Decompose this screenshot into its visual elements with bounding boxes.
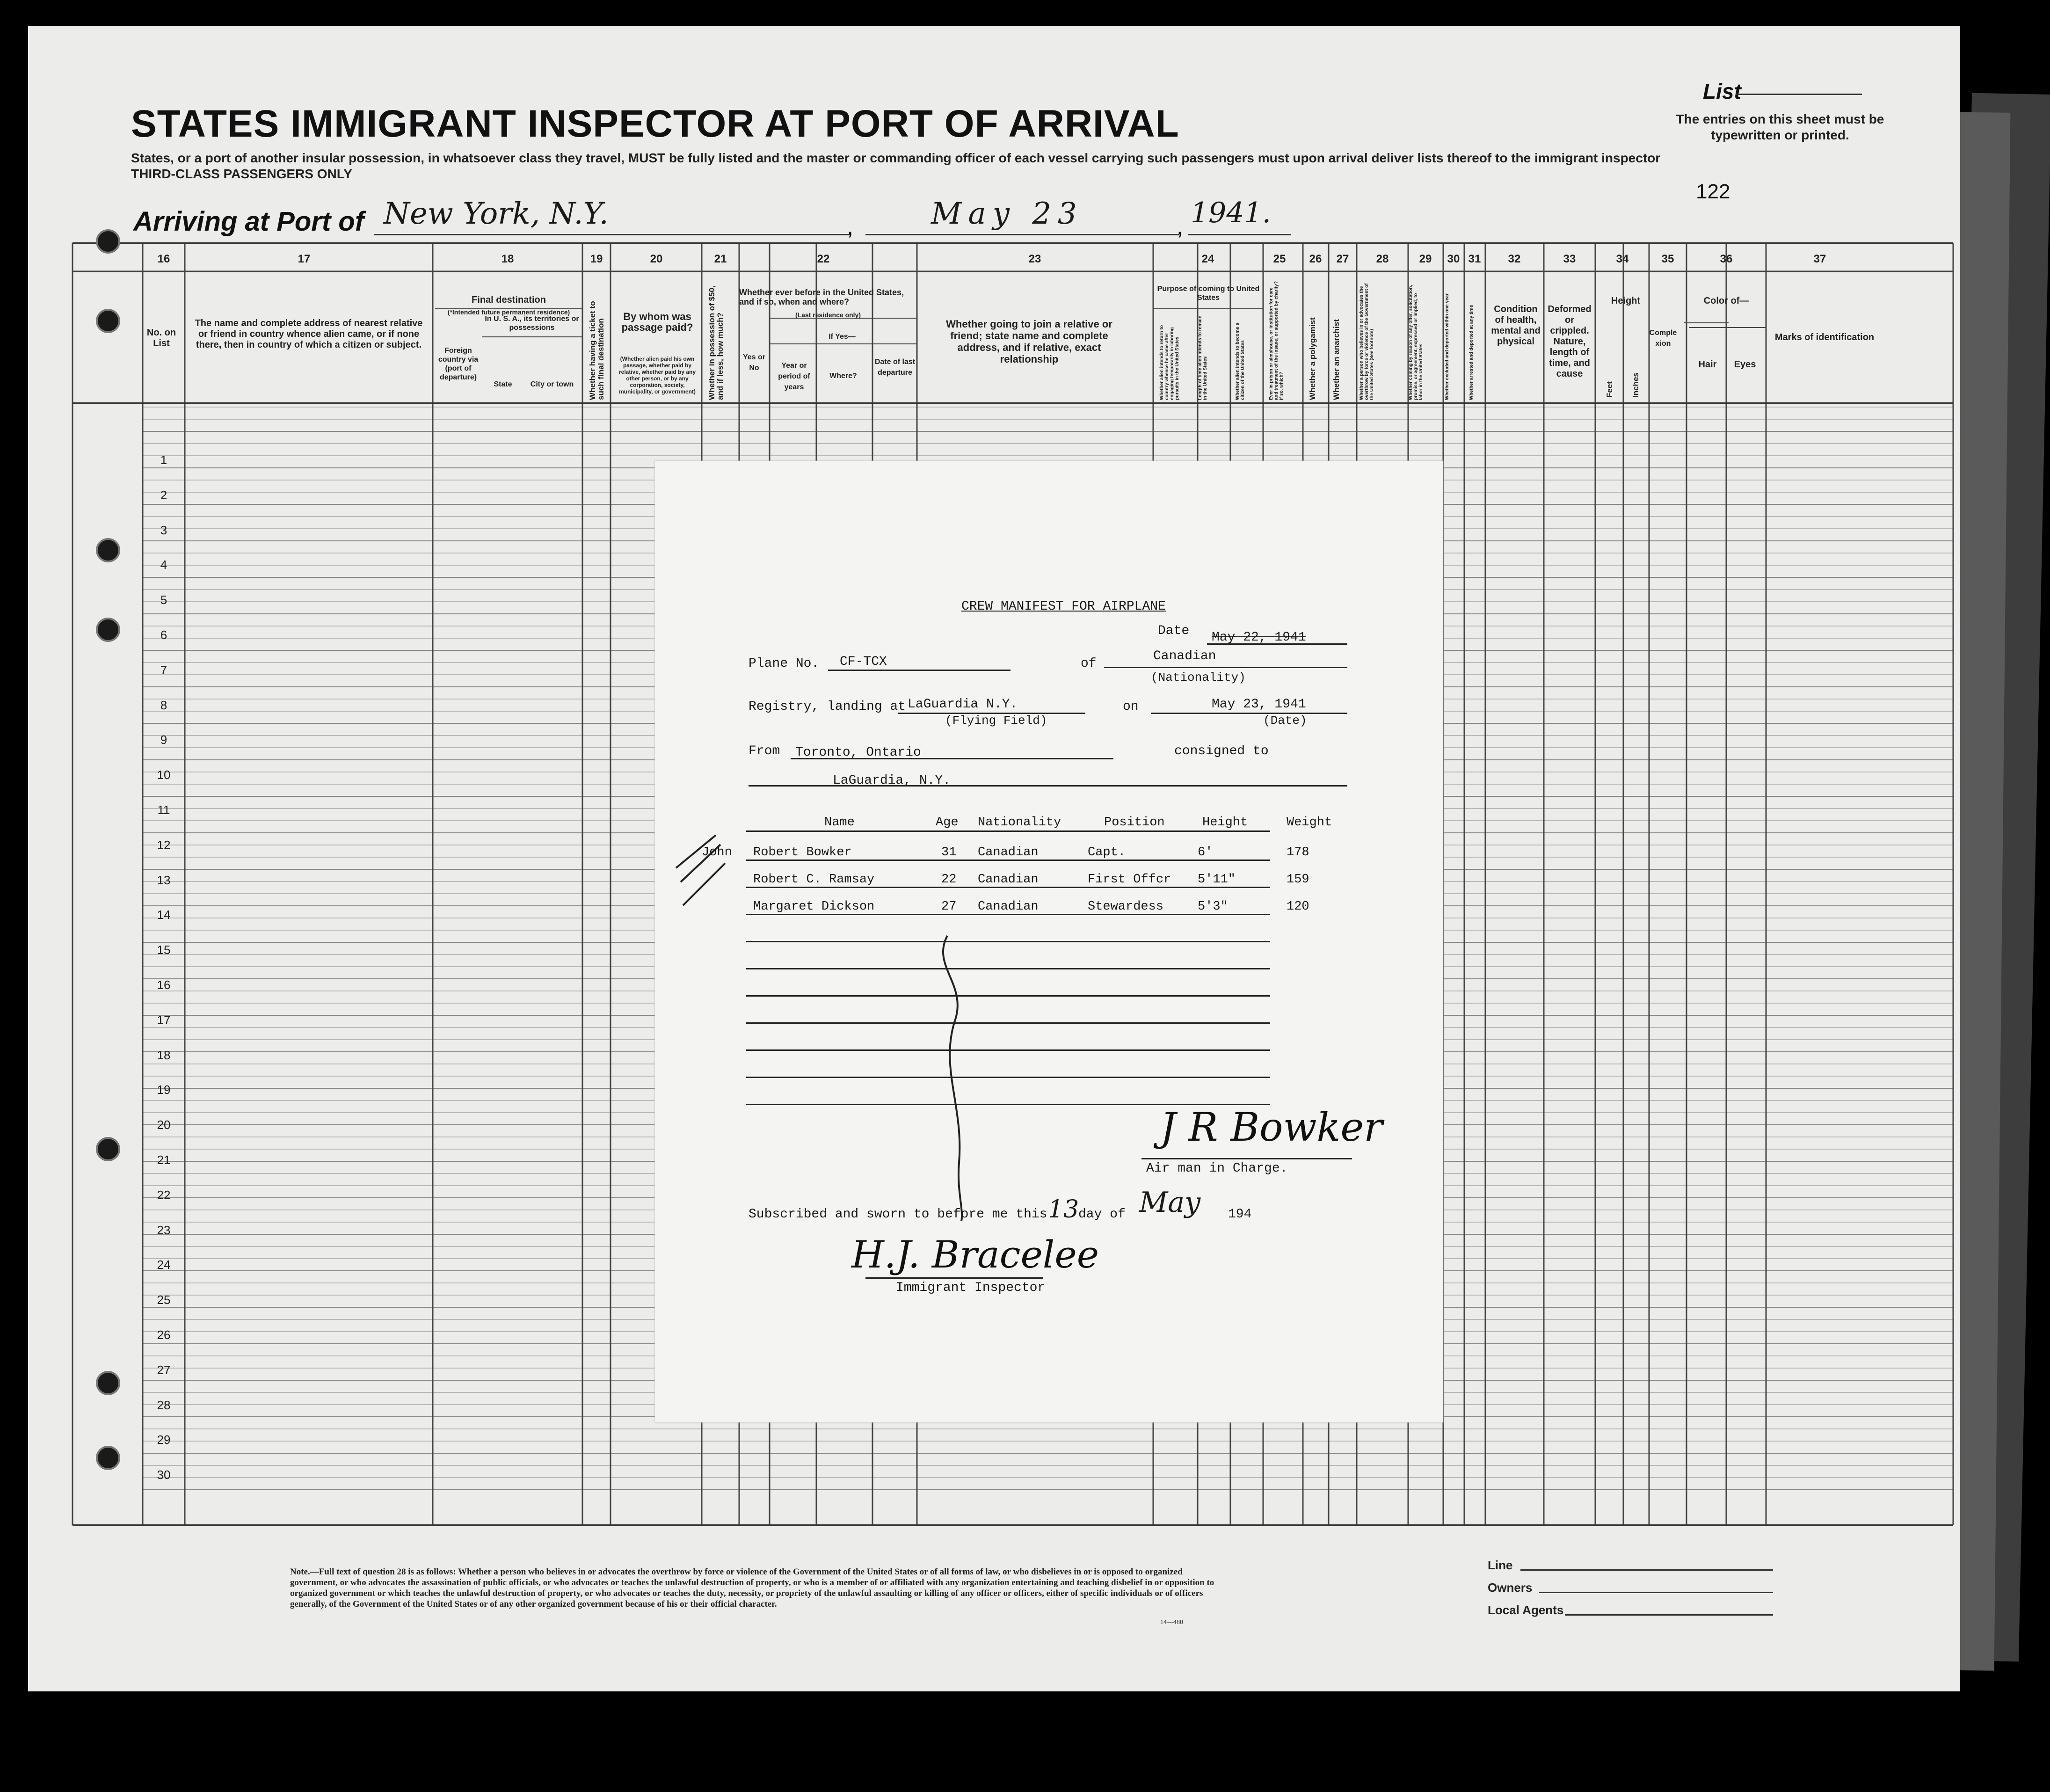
row-number: 30 bbox=[157, 1468, 171, 1482]
handwriting-marks bbox=[655, 461, 1443, 1422]
row-number: 13 bbox=[157, 873, 171, 887]
flying-field-caption: (Flying Field) bbox=[945, 714, 1047, 728]
column-number: 20 bbox=[650, 253, 663, 265]
row-number: 16 bbox=[157, 978, 171, 992]
crew-note-john: John bbox=[702, 845, 732, 860]
column-number: 33 bbox=[1563, 253, 1576, 265]
row-number: 12 bbox=[157, 838, 171, 852]
port-blank bbox=[374, 234, 851, 235]
crew-manifest-card bbox=[655, 461, 1443, 1422]
header-col29: Whether coming by reason of any offer, solicitation, promise, or agreement, expressed or implied, to labor in the United States bbox=[1408, 284, 1424, 400]
header-yes-no: Yes or No bbox=[742, 353, 766, 372]
column-number: 29 bbox=[1419, 253, 1432, 265]
binder-hole bbox=[96, 538, 120, 562]
header-ever-before-sub: (Last residence only) bbox=[795, 311, 861, 319]
col-age: Age bbox=[936, 816, 959, 830]
inspector-line bbox=[865, 1277, 1043, 1279]
crew-weight: 159 bbox=[1287, 873, 1309, 887]
header-deformed: Deformed or crippled. Nature, length of time, and cause bbox=[1548, 304, 1592, 379]
ditto-squiggle bbox=[943, 936, 962, 1221]
column-number: 18 bbox=[501, 253, 514, 265]
header-join-relative: Whether going to join a relative or friend; state name and complete address, and if relative, exact relationship bbox=[946, 318, 1112, 365]
of-label: of bbox=[1081, 656, 1097, 671]
sworn-day: 13 bbox=[1048, 1195, 1079, 1224]
crew-weight: 178 bbox=[1287, 845, 1309, 860]
col-nationality: Nationality bbox=[978, 816, 1061, 830]
crew-age: 27 bbox=[941, 900, 957, 914]
column-number: 17 bbox=[298, 253, 311, 265]
column-number: 21 bbox=[714, 253, 727, 265]
column-number: 35 bbox=[1661, 253, 1674, 265]
crew-position: First Offcr bbox=[1088, 873, 1171, 887]
list-blank bbox=[1736, 94, 1862, 95]
comma-sep: , bbox=[847, 213, 853, 240]
row-number: 15 bbox=[157, 943, 171, 957]
row-number: 17 bbox=[157, 1013, 171, 1027]
consigned-to: LaGuardia, N.Y. bbox=[833, 773, 951, 788]
row-number: 27 bbox=[157, 1362, 171, 1377]
landing-field: LaGuardia N.Y. bbox=[908, 697, 1018, 712]
row-number: 5 bbox=[160, 593, 167, 607]
header-prison: Ever in prison or almshouse, or institution for care and treatment of the insane, or supported by charity? If so, which? bbox=[1269, 281, 1284, 400]
page-title: STATES IMMIGRANT INSPECTOR AT PORT OF ARRIVAL bbox=[131, 102, 1179, 145]
plane-label: Plane No. bbox=[749, 656, 820, 671]
col-weight: Weight bbox=[1287, 816, 1332, 830]
year-value: 1941. bbox=[1191, 197, 1271, 229]
header-possession-50: Whether in possession of $50, and if less, how much? bbox=[707, 285, 725, 400]
row-number: 20 bbox=[157, 1118, 171, 1132]
crew-nationality: Canadian bbox=[978, 845, 1039, 860]
header-city: City or town bbox=[530, 380, 574, 388]
list-label: List bbox=[1703, 79, 1741, 103]
col-name: Name bbox=[824, 816, 855, 830]
header-anarchist: Whether an anarchist bbox=[1332, 319, 1341, 400]
header-height: Height bbox=[1611, 296, 1641, 306]
date-caption: (Date) bbox=[1263, 714, 1307, 728]
header-final-destination-sub: (*Intended future permanent residence) bbox=[447, 308, 570, 316]
date-blank bbox=[865, 234, 1179, 235]
header-inches: Inches bbox=[1631, 372, 1640, 398]
header-eyes: Eyes bbox=[1734, 359, 1756, 370]
column-number: 22 bbox=[817, 253, 830, 265]
sworn-month: May bbox=[1139, 1186, 1201, 1219]
row-number: 19 bbox=[157, 1083, 171, 1097]
airman-line bbox=[1141, 1158, 1352, 1159]
col-height: Height bbox=[1202, 816, 1248, 830]
header-date-departure: Date of last departure bbox=[874, 358, 916, 377]
owners-blank bbox=[1539, 1592, 1773, 1593]
column-number: 25 bbox=[1273, 253, 1286, 265]
row-number: 2 bbox=[160, 488, 167, 502]
header-ticket: Whether having a ticket to such final destination bbox=[588, 301, 605, 400]
header-year-period: Year or period of years bbox=[778, 362, 810, 391]
row-number: 1 bbox=[160, 453, 167, 467]
footnote-question-28: Note.—Full text of question 28 is as follows: Whether a person who believes in or advocates the overthrow by force or violence of the Government of the United States or of all forms of law, or who disbelieves in or is opposed to organized government, or who advocates the assassination of public officials, or who advocates or teaches the unlawful destruction of property, or who is a member of or affiliated with any organization entertaining and teaching disbelief in or opposition to organized government or which teaches the unlawful destruction of property, or who advocates or teaches the duty, necessity, or propriety of the unlawful assaulting or killing of any officer or officers, either of specific individuals or of officers generally, of the Government of the United States or of any other organized government because of his or their official character. bbox=[290, 1567, 1214, 1609]
header-in-usa: In U. S. A., its territories or possessions bbox=[485, 315, 579, 332]
column-number: 31 bbox=[1468, 253, 1481, 265]
bracket-mark bbox=[676, 835, 725, 905]
row-number: 3 bbox=[160, 523, 167, 537]
arriving-label: Arriving at Port of bbox=[133, 206, 364, 237]
row-number: 23 bbox=[157, 1223, 171, 1237]
crew-nationality: Canadian bbox=[978, 900, 1039, 914]
binder-hole bbox=[96, 309, 120, 333]
crew-age: 31 bbox=[941, 845, 957, 860]
day-of-label: day of bbox=[1078, 1207, 1126, 1222]
row-number: 26 bbox=[157, 1328, 171, 1342]
local-agents-blank bbox=[1565, 1614, 1773, 1616]
class-notice: THIRD-CLASS PASSENGERS ONLY bbox=[131, 167, 352, 181]
column-number: 27 bbox=[1336, 253, 1349, 265]
column-number: 28 bbox=[1376, 253, 1389, 265]
on-label: on bbox=[1123, 699, 1139, 714]
header-foreign-country: Foreign country via (port of departure) bbox=[438, 347, 479, 381]
header-ever-before: Whether ever before in the United States, and if so, when and where? bbox=[739, 288, 904, 306]
crew-manifest-title: CREW MANIFEST FOR AIRPLANE bbox=[961, 599, 1166, 614]
date-value: May 23 bbox=[931, 197, 1083, 231]
crew-age: 22 bbox=[941, 873, 957, 887]
binder-hole bbox=[96, 1446, 120, 1470]
crew-name: Robert Bowker bbox=[753, 845, 852, 860]
row-number: 8 bbox=[160, 698, 167, 712]
header-where: Where? bbox=[829, 372, 857, 380]
header-purpose: Purpose of coming to United States bbox=[1157, 285, 1260, 302]
column-number: 23 bbox=[1028, 253, 1041, 265]
crew-weight: 120 bbox=[1287, 900, 1309, 914]
header-hair: Hair bbox=[1698, 359, 1717, 370]
binder-hole bbox=[96, 229, 120, 254]
row-number: 9 bbox=[160, 733, 167, 747]
column-number: 24 bbox=[1201, 253, 1214, 265]
pilot-signature: J R Bowker bbox=[1160, 1104, 1383, 1150]
column-number: 30 bbox=[1447, 253, 1460, 265]
inspector-signature: H.J. Bracelee bbox=[851, 1233, 1099, 1276]
row-number: 4 bbox=[160, 558, 167, 572]
header-if-yes: If Yes— bbox=[829, 333, 856, 341]
crew-name: Margaret Dickson bbox=[753, 900, 875, 914]
instruction-text: States, or a port of another insular possession, in whatsoever class they travel, MUST be fully listed and the master or commanding officer of each vessel carrying such passengers must upon arrival deliver lists thereof to the immigrant inspector bbox=[131, 151, 1661, 165]
crew-position: Stewardess bbox=[1088, 900, 1164, 914]
header-purpose-c: Whether alien intends to become a citizen of the United States bbox=[1235, 322, 1245, 400]
entries-note: The entries on this sheet must be typewritten or printed. bbox=[1676, 112, 1884, 142]
row-number: 18 bbox=[157, 1048, 171, 1062]
header-col31: Whether arrested and deported at any time bbox=[1469, 305, 1474, 400]
header-purpose-b: Length of time alien intends to remain in the United States bbox=[1198, 315, 1208, 400]
row-number: 21 bbox=[157, 1153, 171, 1167]
registry-label: Registry, landing at bbox=[749, 699, 906, 714]
page-number: 122 bbox=[1696, 180, 1730, 203]
header-col30: Whether excluded and deported within one year bbox=[1445, 293, 1450, 400]
local-agents-label: Local Agents bbox=[1488, 1603, 1564, 1617]
sworn-year: 194 bbox=[1228, 1207, 1252, 1222]
header-nearest-relative: The name and complete address of nearest relative or friend in country whence alien came, or if none there, then in country of which a citizen or subject. bbox=[195, 318, 423, 350]
nationality: Canadian bbox=[1153, 649, 1216, 663]
nationality-caption: (Nationality) bbox=[1151, 670, 1246, 685]
comma-sep-2: , bbox=[1177, 213, 1183, 240]
row-number: 22 bbox=[157, 1187, 171, 1202]
inspector-caption: Immigrant Inspector bbox=[896, 1281, 1046, 1295]
header-polygamist: Whether a polygamist bbox=[1308, 317, 1317, 400]
crew-nationality: Canadian bbox=[978, 873, 1039, 887]
crew-height: 5'3" bbox=[1198, 900, 1228, 914]
row-number: 6 bbox=[160, 628, 167, 642]
column-number: 37 bbox=[1813, 253, 1826, 265]
row-number: 7 bbox=[160, 663, 167, 677]
row-number: 24 bbox=[157, 1258, 171, 1272]
row-number: 14 bbox=[157, 908, 171, 922]
header-complexion: Complexion bbox=[1649, 329, 1677, 348]
manifest-date: May 22, 1941 bbox=[1212, 630, 1306, 645]
header-color-of: Color of— bbox=[1703, 296, 1749, 306]
header-health: Condition of health, mental and physical bbox=[1491, 304, 1541, 347]
row-number: 29 bbox=[157, 1433, 171, 1447]
year-blank bbox=[1188, 234, 1291, 235]
line-blank bbox=[1520, 1569, 1773, 1571]
column-number: 26 bbox=[1309, 253, 1322, 265]
col-position: Position bbox=[1104, 816, 1165, 830]
row-number: 28 bbox=[157, 1398, 171, 1412]
column-number: 16 bbox=[157, 253, 170, 265]
from-label: From bbox=[749, 744, 780, 758]
column-number: 34 bbox=[1616, 253, 1629, 265]
binder-hole bbox=[96, 1371, 120, 1395]
airman-caption: Air man in Charge. bbox=[1146, 1161, 1288, 1176]
line-label: Line bbox=[1488, 1558, 1513, 1572]
from-value: Toronto, Ontario bbox=[795, 745, 921, 760]
crew-height: 5'11" bbox=[1198, 873, 1236, 887]
binder-hole bbox=[96, 618, 120, 642]
owners-label: Owners bbox=[1488, 1581, 1533, 1595]
header-feet: Feet bbox=[1605, 381, 1614, 398]
header-final-destination: Final destination bbox=[472, 295, 546, 305]
row-number: 25 bbox=[157, 1293, 171, 1307]
crew-height: 6' bbox=[1198, 845, 1213, 860]
header-col28: Whether a person who believes in or advocates the overthrow by force or violence of the Government of the United States (See footnote) bbox=[1359, 283, 1374, 400]
crew-position: Capt. bbox=[1088, 845, 1126, 860]
header-passage-paid-sub: (Whether alien paid his own passage, whether paid by relative, whether paid by any other person, or by any corporation, society, municipality, or government) bbox=[618, 356, 696, 395]
landing-date: May 23, 1941 bbox=[1212, 697, 1306, 712]
header-no-on-list: No. on List bbox=[146, 328, 176, 349]
header-marks: Marks of identification bbox=[1774, 332, 1875, 342]
header-passage-paid: By whom was passage paid? bbox=[621, 311, 693, 333]
column-number: 19 bbox=[590, 253, 603, 265]
plane-no: CF-TCX bbox=[840, 655, 887, 669]
header-state: State bbox=[494, 380, 512, 388]
form-code: 14—480 bbox=[1160, 1619, 1183, 1626]
date-label: Date bbox=[1158, 624, 1190, 638]
column-number: 36 bbox=[1720, 253, 1733, 265]
row-number: 11 bbox=[157, 803, 170, 817]
port-value: New York, N.Y. bbox=[384, 197, 609, 231]
binder-hole bbox=[96, 1137, 120, 1161]
row-number: 10 bbox=[157, 768, 171, 782]
crew-name: Robert C. Ramsay bbox=[753, 873, 875, 887]
consigned-label: consigned to bbox=[1174, 744, 1269, 758]
column-number: 32 bbox=[1508, 253, 1521, 265]
header-purpose-a: Whether alien intends to return to country whence he came after engaging temporarily in laboring pursuits in the United States bbox=[1159, 325, 1180, 400]
sworn-text: Subscribed and sworn to before me this bbox=[749, 1207, 1047, 1222]
